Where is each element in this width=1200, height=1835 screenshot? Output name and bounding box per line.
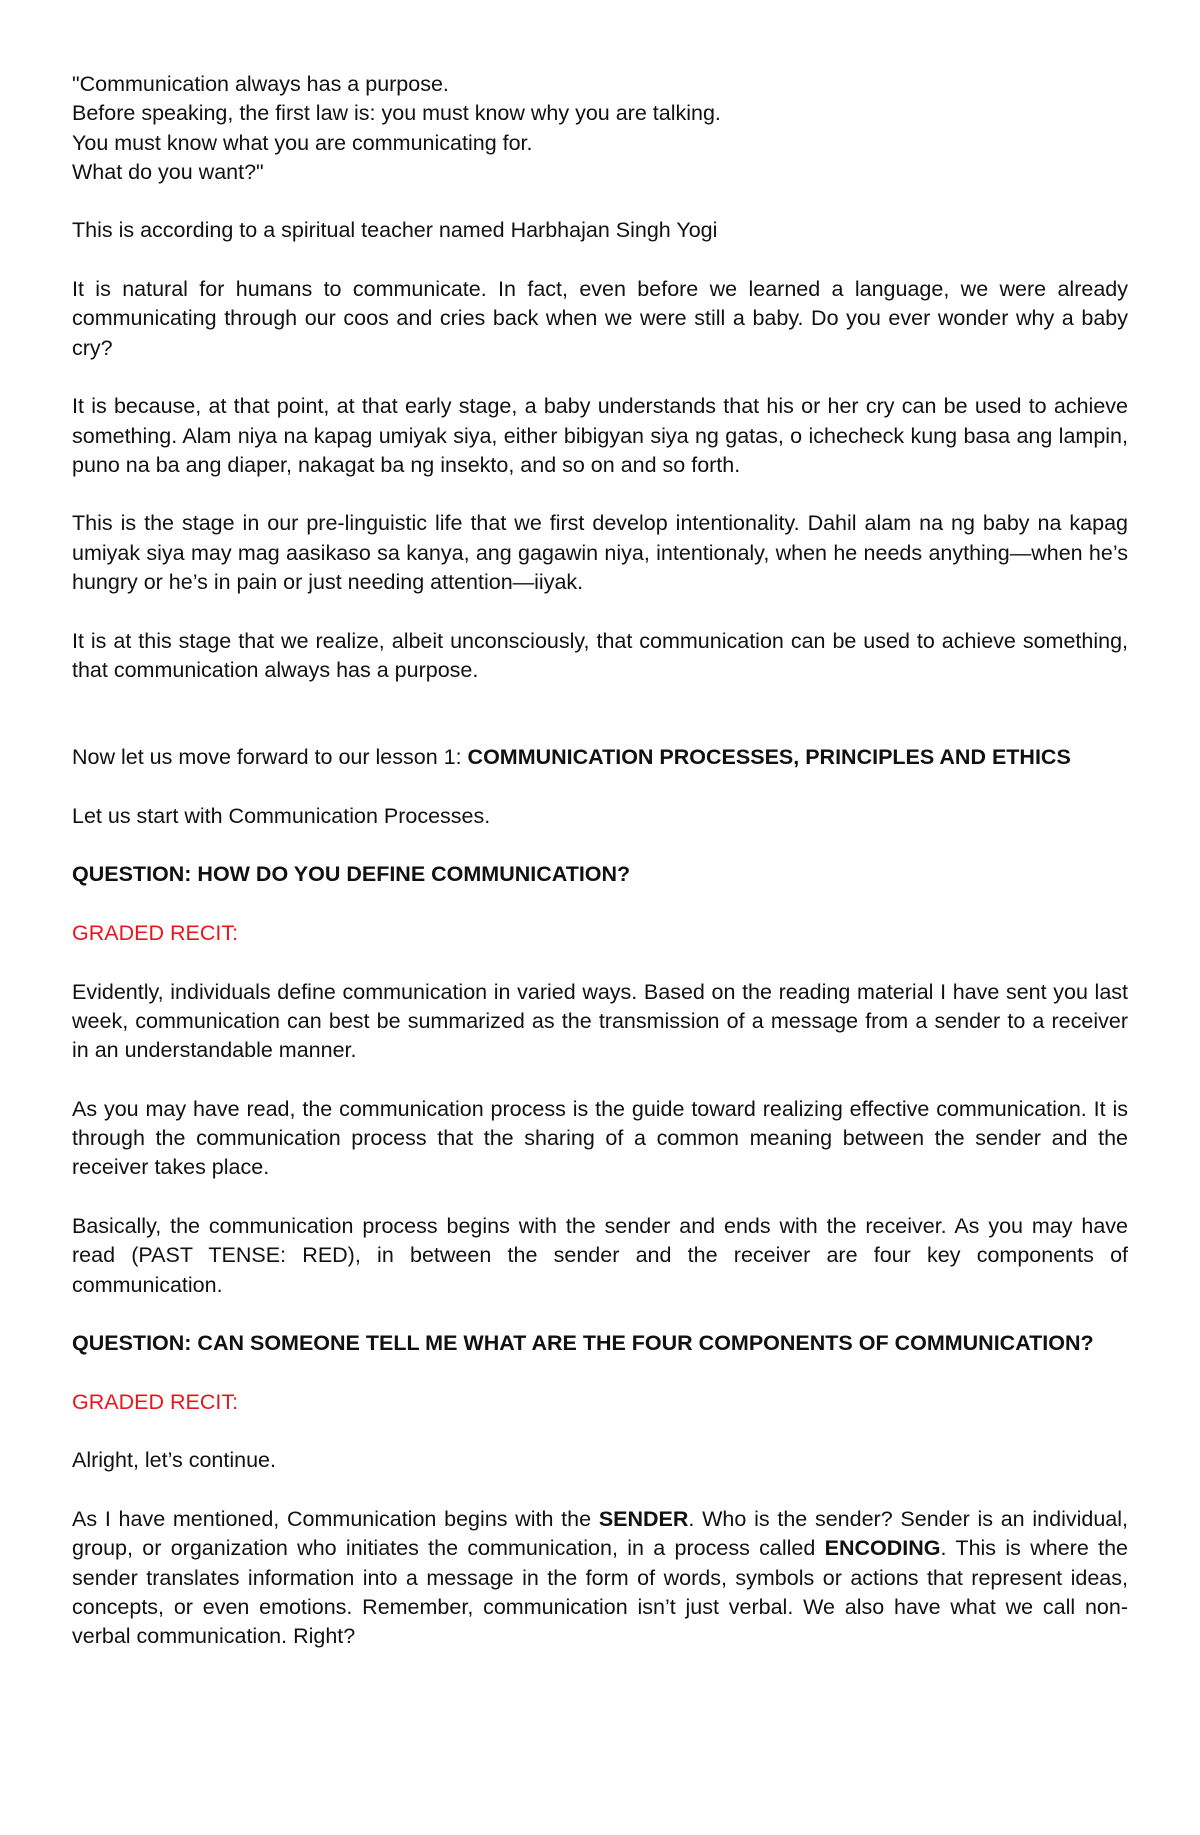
quote-line: "Communication always has a purpose. (72, 72, 449, 96)
start-line: Let us start with Communication Processes. (72, 803, 491, 828)
paragraph-baby-cry: It is because, at that point, at that early stage, a baby understands that his or her cry can be used to achieve something. Alam niya na kapag umiyak siya, either bibigyan siya ng gatas, o ichecheck kung basa ang lampin, puno na ba ang diaper, nakagat ba ng insekto, and so on and so forth. (72, 394, 1128, 477)
graded-recit-label: GRADED RECIT: (72, 921, 239, 946)
sender-text-3: . This is where the sender translates information into a message in the form of words, symbols or actions that represent ideas, concepts, or even emotions. Remember, communication isn’t just verbal. We also have what we call non-verbal communication. Right? (72, 1536, 1128, 1649)
paragraph-process: As you may have read, the communication process is the guide toward realizing effective communication. It is through the communication process that the sharing of a common meaning between the sender and the receiver takes place. (72, 1096, 1128, 1180)
lesson-intro (72, 743, 1128, 772)
sender-text-2: . Who is the sender? Sender is an individual, group, or organization who initiates the communication, in a process called (72, 1506, 1128, 1561)
opening-quote (72, 70, 1128, 187)
paragraph-natural-communication: It is natural for humans to communicate. In fact, even before we learned a language, we were already communicating through our coos and cries back when we were still a baby. Do you ever wonder why a baby cry? (72, 277, 1128, 360)
sender-text-1: As I have mentioned, Communication begins with the (72, 1506, 599, 1531)
sender-term: SENDER (598, 1506, 689, 1531)
continue-line: Alright, let’s continue. (72, 1448, 276, 1473)
paragraph-components: Basically, the communication process begins with the sender and ends with the receiver. As you may have read (PAST TENSE: RED), in between the sender and the receiver are four key components of communication. (72, 1213, 1128, 1297)
encoding-term: ENCODING (824, 1536, 941, 1561)
lesson-intro-text: Now let us move forward to our lesson 1: (72, 745, 468, 770)
quote-line: Before speaking, the first law is: you must know why you are talking. (72, 101, 721, 126)
paragraph-purpose: It is at this stage that we realize, albeit unconsciously, that communication can be used to achieve something, that communication always has a purpose. (72, 628, 1128, 682)
quote-line: You must know what you are communicating for. (72, 130, 533, 155)
document-body (72, 70, 1128, 1651)
paragraph-sender (72, 1505, 1128, 1651)
quote-attribution: This is according to a spiritual teacher named Harbhajan Singh Yogi (72, 218, 718, 243)
lesson-title: COMMUNICATION PROCESSES, PRINCIPLES AND ETHICS (467, 745, 1071, 770)
paragraph-definition: Evidently, individuals define communication in varied ways. Based on the reading material I have sent you last week, communication can best be summarized as the transmission of a message from a sender to a receiver in an understandable manner. (72, 979, 1128, 1063)
question-four-components: QUESTION: CAN SOMEONE TELL ME WHAT ARE THE FOUR COMPONENTS OF COMMUNICATION? (72, 1331, 1094, 1356)
graded-recit-label: GRADED RECIT: (72, 1389, 239, 1414)
paragraph-intentionality: This is the stage in our pre-linguistic life that we first develop intentionality. Dahil alam na ng baby na kapag umiyak siya may mag aasikaso sa kanya, ang gagawin niya, intentionaly, when he needs anything—when he’s hungry or he’s in pain or just needing attention—iiyak. (72, 511, 1128, 595)
question-define-communication: QUESTION: HOW DO YOU DEFINE COMMUNICATION? (72, 862, 631, 887)
quote-line: What do you want?" (72, 159, 264, 184)
